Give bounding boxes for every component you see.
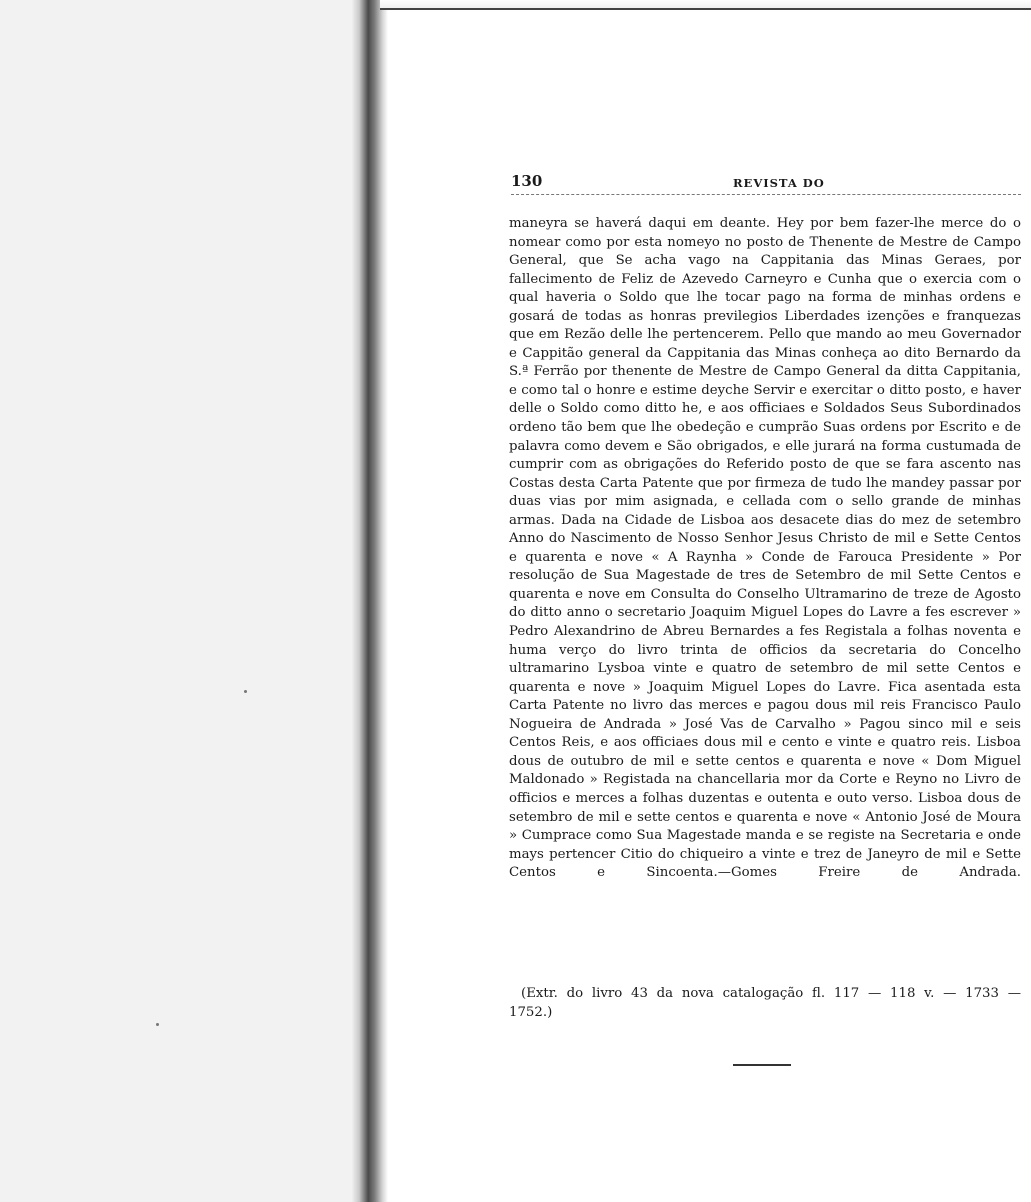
running-title: REVISTA DO [733, 176, 825, 190]
facing-page [0, 0, 378, 1202]
end-rule [733, 1064, 791, 1066]
paper-speck [156, 1023, 159, 1026]
source-note [509, 985, 1021, 1022]
page-top-edge [380, 0, 1031, 10]
paper-speck [244, 690, 247, 693]
document-body: maneyra se haverá daqui em deante. Hey por bem fazer-lhe merce do o nomear como por esta nomeyo no posto de Thenente de Mestre de Campo General, que Se acha vago na Cappitania das Minas Geraes, por fallecimento de Feliz de Azevedo Carneyro e Cunha que o exercia com o qual haveria o Soldo que lhe tocar pago na forma de minhas ordens e gosará de todas as honras previlegios Liberdades izenções e franquezas que em Rezão delle lhe pertencerem. Pello que mando ao meu Governador e Cappitão general da Cappitania das Minas conheça ao dito Bernardo da S.ª Ferrão por thenente de Mestre de Campo General da ditta Cappitania, e como tal o honre e estime deyche Servir e exercitar o ditto posto, e haver delle o Soldo como ditto he, e aos officiaes e Soldados Seus Subordinados ordeno tão bem que lhe obedeção e cumprão Suas ordens por Escrito e de palavra como devem e São obrigados, e elle jurará na forma custumada de cumprir com as obrigações do Referido posto de que se fara ascento nas Costas desta Carta Patente que por firmeza de tudo lhe mandey passar por duas vias por mim asignada, e cellada com o sello grande de minhas armas. Dada na Cidade de Lisboa aos desacete dias do mez de setembro Anno do Nascimento de Nosso Senhor Jesus Christo de mil e Sette Centos e quarenta e nove « A Raynha » Conde de Farouca Presidente » Por resolução de Sua Magestade de tres de Setembro de mil Sette Centos e quarenta e nove em Consulta do Conselho Ultramarino de treze de Agosto do ditto anno o secretario Joaquim Miguel Lopes do Lavre a fes escrever » Pedro Alexandrino de Abreu Bernardes a fes Registala a folhas noventa e huma verço do livro trinta de officios da secretaria do Concelho ultramarino Lysboa vinte e quatro de setembro de mil sette Centos e quarenta e nove » Joaquim Miguel Lopes do Lavre. Fica asentada esta Carta Patente no livro das merces e pagou dous mil reis Francisco Paulo Nogueira de Andrada » José Vas de Carvalho » Pagou sinco mil e seis Centos Reis, e aos officiaes dous mil e cento e vinte e quatro reis. Lisboa dous de outubro de mil e sette centos e quarenta e nove « Dom Miguel Maldonado » Registada na chancellaria mor da Corte e Reyno no Livro de officios e merces a folhas duzentas e outenta e outo verso. Lisboa dous de setembro de mil e sette centos e quarenta e nove « Antonio José de Moura » Cumprace como Sua Magestade manda e se registe na Secretaria e onde mays pertencer Citio do chiqueiro a vinte e trez de Janeyro de mil e Sette Centos e Sincoenta.—Gomes Freire de Andrada. [509, 216, 1021, 881]
book-gutter [352, 0, 388, 1202]
source-note-line: 1752.) [509, 1004, 553, 1020]
page-number: 130 [511, 172, 543, 190]
page-header [511, 172, 1021, 195]
source-note-line: (Extr. do livro 43 da nova catalogação fl. 117 — 118 v. — 1733 — [521, 986, 1021, 1001]
